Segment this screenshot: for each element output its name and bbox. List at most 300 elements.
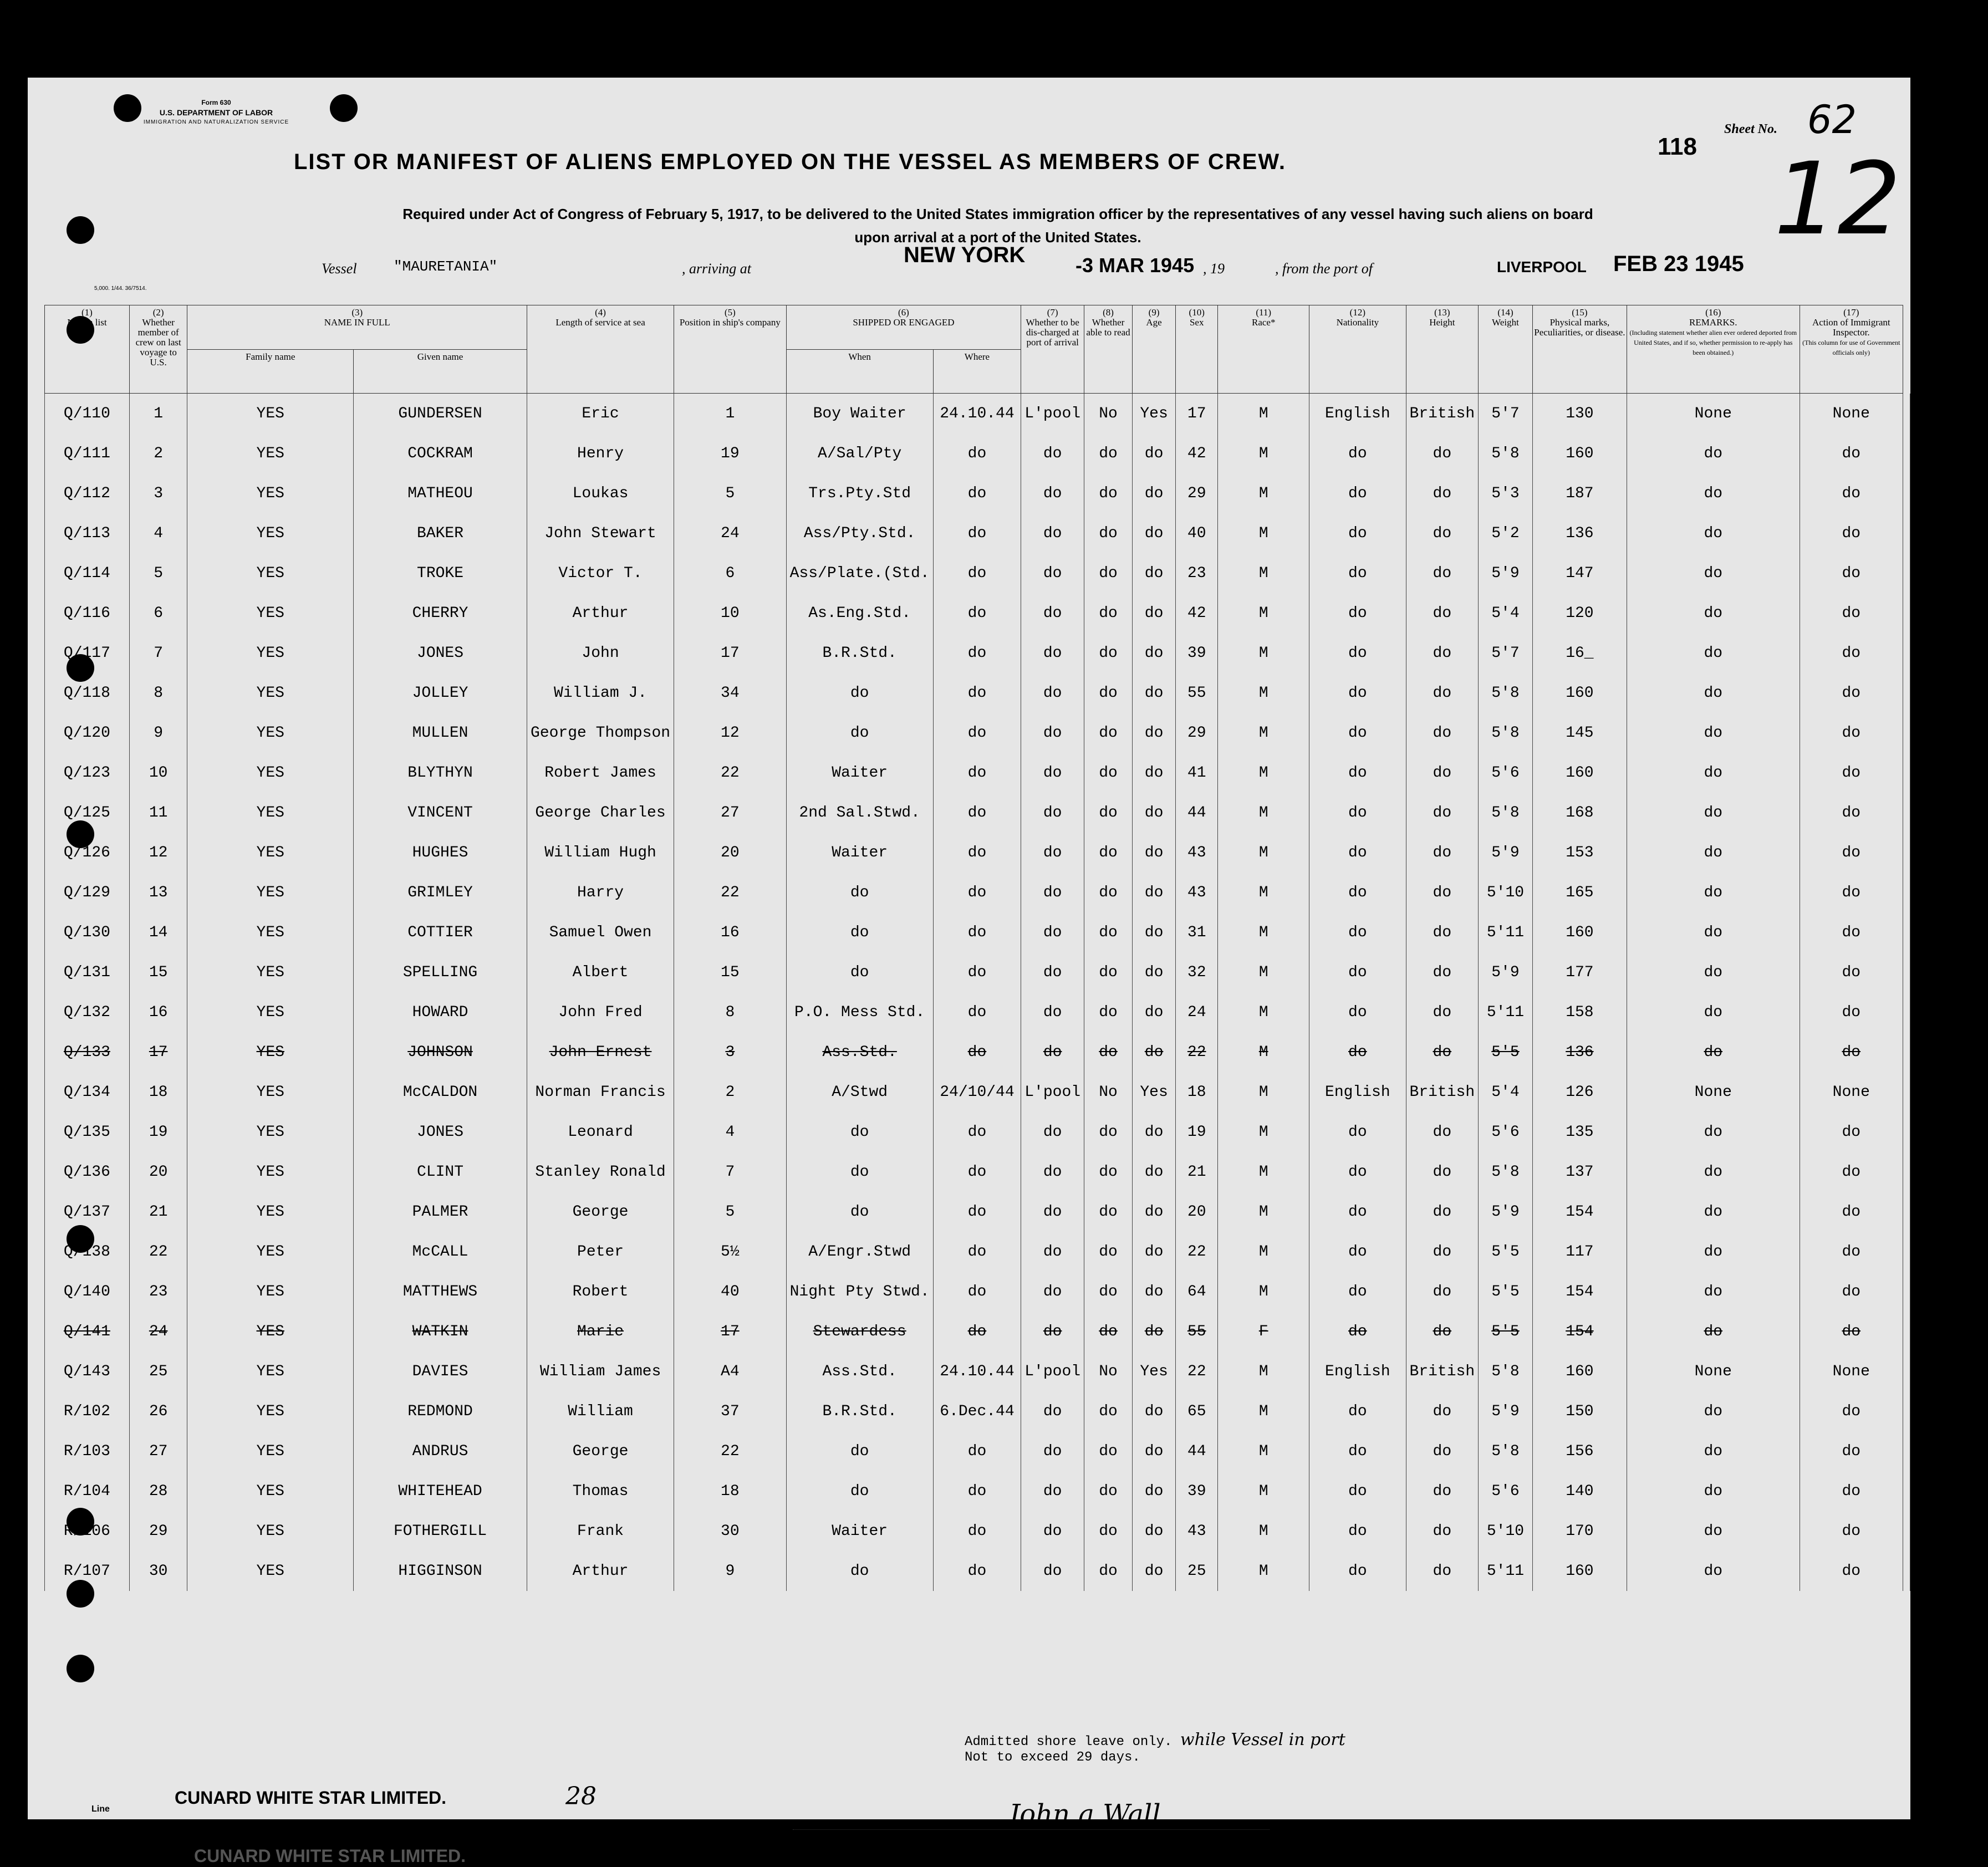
col-nationality-header: (12) Nationality: [1309, 305, 1406, 394]
age-cell: 40: [1176, 513, 1218, 553]
table-row: [45, 1112, 1910, 1152]
inspector-action-cell: [1903, 593, 1910, 633]
shipped-when-cell: do: [933, 753, 1021, 793]
shore-leave-note: [965, 1732, 1345, 1766]
department: U.S. DEPARTMENT OF LABOR: [159, 108, 273, 117]
service-length-cell: 37: [674, 1391, 787, 1431]
departure-date: FEB 23 1945: [1613, 252, 1744, 276]
age-cell: 22: [1176, 1032, 1218, 1072]
service-length-cell: 4: [674, 1112, 787, 1152]
shipped-when-cell: do: [933, 992, 1021, 1032]
shipped-where-cell: do: [1021, 793, 1084, 833]
able-to-read-cell: do: [1133, 1192, 1176, 1232]
race-cell: do: [1309, 713, 1406, 753]
physical-marks-cell: None: [1627, 1351, 1800, 1391]
able-to-read-cell: do: [1133, 473, 1176, 513]
col-sex-header: (10) Sex: [1176, 305, 1218, 394]
shipped-where-cell: do: [1021, 673, 1084, 713]
remarks-cell: do: [1800, 1391, 1903, 1431]
age-cell: 39: [1176, 633, 1218, 673]
discharged-cell: do: [1084, 1511, 1133, 1551]
physical-marks-cell: do: [1627, 473, 1800, 513]
position-cell: Ass.Std.: [786, 1032, 933, 1072]
form-number: Form 630: [201, 99, 231, 106]
discharged-cell: do: [1084, 633, 1133, 673]
inspector-action-cell: [1903, 873, 1910, 912]
weight-cell: 145: [1532, 713, 1627, 753]
nationality-cell: do: [1406, 873, 1479, 912]
height-cell: 5'9: [1479, 553, 1533, 593]
prev-voyage-cell: YES: [187, 912, 354, 952]
col-weight-header: (14) Weight: [1479, 305, 1533, 394]
able-to-read-cell: do: [1133, 513, 1176, 553]
position-cell: do: [786, 1192, 933, 1232]
physical-marks-cell: do: [1627, 633, 1800, 673]
inspector-action-cell: [1903, 1192, 1910, 1232]
given-name-cell: George: [527, 1192, 674, 1232]
list-number-cell: 7: [129, 633, 187, 673]
service-length-cell: 2: [674, 1072, 787, 1112]
sex-cell: M: [1218, 713, 1309, 753]
shipped-where-cell: L'pool: [1021, 394, 1084, 434]
given-name-cell: William James: [527, 1351, 674, 1391]
list-number-cell: 3: [129, 473, 187, 513]
sex-cell: M: [1218, 513, 1309, 553]
discharged-cell: do: [1084, 1312, 1133, 1351]
physical-marks-cell: do: [1627, 1471, 1800, 1511]
shipped-where-cell: do: [1021, 1232, 1084, 1272]
inspector-action-cell: [1903, 793, 1910, 833]
list-number-cell: 14: [129, 912, 187, 952]
from-port: LIVERPOOL: [1497, 258, 1587, 276]
able-to-read-cell: do: [1133, 1232, 1176, 1272]
sex-cell: M: [1218, 394, 1309, 434]
height-cell: 5'8: [1479, 1351, 1533, 1391]
age-cell: 41: [1176, 753, 1218, 793]
inspector-action-cell: [1903, 673, 1910, 713]
shipped-where-cell: do: [1021, 1152, 1084, 1192]
shipped-where-cell: do: [1021, 1032, 1084, 1072]
race-cell: English: [1309, 1351, 1406, 1391]
shipped-when-cell: do: [933, 553, 1021, 593]
table-row: [45, 952, 1910, 992]
service-length-cell: 7: [674, 1152, 787, 1192]
shipped-when-cell: do: [933, 433, 1021, 473]
inspector-action-cell: [1903, 1431, 1910, 1471]
service-length-cell: 34: [674, 673, 787, 713]
prev-voyage-cell: YES: [187, 1272, 354, 1312]
given-name-cell: Victor T.: [527, 553, 674, 593]
inspector-action-cell: [1903, 912, 1910, 952]
prev-voyage-cell: YES: [187, 1232, 354, 1272]
table-row: [45, 753, 1910, 793]
given-name-cell: John Fred: [527, 992, 674, 1032]
prev-voyage-cell: YES: [187, 793, 354, 833]
shipped-when-cell: do: [933, 1312, 1021, 1351]
shipped-where-cell: do: [1021, 753, 1084, 793]
given-name-cell: George Thompson: [527, 713, 674, 753]
sheet-number: 62: [1807, 97, 1857, 142]
ref-number-cell: Q/129: [45, 873, 130, 912]
subtitle-line-2: upon arrival at a port of the United States.: [854, 229, 1141, 246]
ref-number-cell: Q/143: [45, 1351, 130, 1391]
shipped-when-cell: do: [933, 952, 1021, 992]
position-cell: Ass.Std.: [786, 1351, 933, 1391]
prev-voyage-cell: YES: [187, 473, 354, 513]
sex-cell: M: [1218, 1391, 1309, 1431]
discharged-cell: do: [1084, 873, 1133, 912]
given-name-cell: Leonard: [527, 1112, 674, 1152]
shipped-when-cell: do: [933, 1192, 1021, 1232]
remarks-cell: do: [1800, 1272, 1903, 1312]
given-name-cell: Robert: [527, 1272, 674, 1312]
sex-cell: M: [1218, 1112, 1309, 1152]
remarks-cell: do: [1800, 873, 1903, 912]
given-name-cell: William J.: [527, 673, 674, 713]
weight-cell: 187: [1532, 473, 1627, 513]
shipped-when-cell: do: [933, 1471, 1021, 1511]
race-cell: do: [1309, 833, 1406, 873]
ref-number-cell: Q/120: [45, 713, 130, 753]
age-cell: 24: [1176, 992, 1218, 1032]
family-name-cell: CLINT: [354, 1152, 527, 1192]
height-cell: 5'9: [1479, 952, 1533, 992]
list-number-cell: 1: [129, 394, 187, 434]
inspector-action-cell: [1903, 833, 1910, 873]
position-cell: Waiter: [786, 1511, 933, 1551]
nationality-cell: do: [1406, 1431, 1479, 1471]
table-row: [45, 1272, 1910, 1312]
discharged-cell: do: [1084, 433, 1133, 473]
able-to-read-cell: do: [1133, 912, 1176, 952]
weight-cell: 160: [1532, 1351, 1627, 1391]
discharged-cell: do: [1084, 1152, 1133, 1192]
punch-hole: [330, 94, 358, 122]
height-cell: 5'11: [1479, 912, 1533, 952]
discharged-cell: do: [1084, 1391, 1133, 1431]
age-cell: 17: [1176, 394, 1218, 434]
shipped-when-cell: do: [933, 1232, 1021, 1272]
form-info: [136, 98, 297, 127]
vessel-name: "MAURETANIA": [394, 258, 498, 275]
list-number-cell: 13: [129, 873, 187, 912]
position-cell: A/Stwd: [786, 1072, 933, 1112]
table-row: [45, 1192, 1910, 1232]
weight-cell: 170: [1532, 1511, 1627, 1551]
shipped-where-cell: L'pool: [1021, 1072, 1084, 1112]
physical-marks-cell: do: [1627, 992, 1800, 1032]
height-cell: 5'6: [1479, 753, 1533, 793]
prev-voyage-cell: YES: [187, 553, 354, 593]
prev-voyage-cell: YES: [187, 433, 354, 473]
remarks-cell: do: [1800, 793, 1903, 833]
position-cell: Trs.Pty.Std: [786, 473, 933, 513]
physical-marks-cell: do: [1627, 1192, 1800, 1232]
inspector-action-cell: [1903, 1152, 1910, 1192]
inspector-action-cell: [1903, 1272, 1910, 1312]
shore-leave-limit: Not to exceed 29 days.: [965, 1750, 1140, 1765]
family-name-cell: HUGHES: [354, 833, 527, 873]
sex-cell: M: [1218, 952, 1309, 992]
given-name-cell: Peter: [527, 1232, 674, 1272]
physical-marks-cell: do: [1627, 553, 1800, 593]
list-number-cell: 25: [129, 1351, 187, 1391]
weight-cell: 177: [1532, 952, 1627, 992]
family-name-cell: COTTIER: [354, 912, 527, 952]
ref-number-cell: Q/126: [45, 833, 130, 873]
position-cell: do: [786, 912, 933, 952]
height-cell: 5'5: [1479, 1272, 1533, 1312]
race-cell: English: [1309, 1072, 1406, 1112]
list-number-cell: 26: [129, 1391, 187, 1431]
weight-cell: 154: [1532, 1272, 1627, 1312]
service-length-cell: 17: [674, 1312, 787, 1351]
inspector-action-cell: [1903, 1551, 1910, 1591]
table-row: [45, 1431, 1910, 1471]
shipped-where-cell: do: [1021, 1112, 1084, 1152]
table-row: [45, 1351, 1910, 1391]
ref-number-cell: Q/138: [45, 1232, 130, 1272]
list-number-cell: 15: [129, 952, 187, 992]
weight-cell: 135: [1532, 1112, 1627, 1152]
service-length-cell: 5½: [674, 1232, 787, 1272]
able-to-read-cell: do: [1133, 713, 1176, 753]
given-name-cell: Marie: [527, 1312, 674, 1351]
position-cell: Waiter: [786, 833, 933, 873]
sex-cell: M: [1218, 1272, 1309, 1312]
print-code: 5,000. 1/44. 36/7514.: [94, 285, 147, 292]
inspector-action-cell: [1903, 1072, 1910, 1112]
line-stamp: CUNARD WHITE STAR LIMITED.: [175, 1788, 447, 1808]
list-number-cell: 9: [129, 713, 187, 753]
able-to-read-cell: do: [1133, 1511, 1176, 1551]
prev-voyage-cell: YES: [187, 673, 354, 713]
physical-marks-cell: do: [1627, 673, 1800, 713]
able-to-read-cell: do: [1133, 433, 1176, 473]
age-cell: 44: [1176, 1431, 1218, 1471]
ref-number-cell: Q/112: [45, 473, 130, 513]
nationality-cell: do: [1406, 793, 1479, 833]
list-number-cell: 11: [129, 793, 187, 833]
age-cell: 44: [1176, 793, 1218, 833]
position-cell: do: [786, 952, 933, 992]
inspector-action-cell: [1903, 394, 1910, 434]
shipped-where-cell: do: [1021, 633, 1084, 673]
col-marks-header: (15) Physical marks, Peculiarities, or disease.: [1532, 305, 1627, 394]
position-cell: B.R.Std.: [786, 1391, 933, 1431]
ref-number-cell: Q/111: [45, 433, 130, 473]
given-name-cell: Albert: [527, 952, 674, 992]
position-cell: As.Eng.Std.: [786, 593, 933, 633]
shipped-where-cell: do: [1021, 1192, 1084, 1232]
nationality-cell: do: [1406, 912, 1479, 952]
family-name-cell: JOHNSON: [354, 1032, 527, 1072]
ref-number-cell: Q/113: [45, 513, 130, 553]
height-cell: 5'8: [1479, 793, 1533, 833]
given-name-cell: Robert James: [527, 753, 674, 793]
shipped-where-cell: do: [1021, 593, 1084, 633]
signature-line: [793, 1829, 1270, 1830]
position-cell: do: [786, 1471, 933, 1511]
age-cell: 19: [1176, 1112, 1218, 1152]
nationality-cell: do: [1406, 513, 1479, 553]
nationality-cell: do: [1406, 1032, 1479, 1072]
age-cell: 29: [1176, 713, 1218, 753]
year-label: , 19: [1203, 261, 1225, 277]
subtitle: [305, 202, 1691, 249]
ref-number-cell: Q/117: [45, 633, 130, 673]
able-to-read-cell: do: [1133, 873, 1176, 912]
family-name-cell: REDMOND: [354, 1391, 527, 1431]
able-to-read-cell: do: [1133, 1431, 1176, 1471]
position-cell: do: [786, 713, 933, 753]
race-cell: do: [1309, 952, 1406, 992]
position-cell: do: [786, 1152, 933, 1192]
inspector-action-cell: [1903, 952, 1910, 992]
inspector-action-cell: [1903, 1312, 1910, 1351]
physical-marks-cell: do: [1627, 1272, 1800, 1312]
note-fine-2: punishable by a fine of ten dollars for each alien. See other side.: [1383, 1844, 1609, 1853]
col-name-header: (3) NAME IN FULL: [187, 305, 527, 350]
discharged-cell: do: [1084, 992, 1133, 1032]
prev-voyage-cell: YES: [187, 713, 354, 753]
service-length-cell: 3: [674, 1032, 787, 1072]
inspector-action-cell: [1903, 513, 1910, 553]
race-cell: do: [1309, 1511, 1406, 1551]
shipped-when-cell: 24.10.44: [933, 394, 1021, 434]
discharged-cell: do: [1084, 952, 1133, 992]
given-name-cell: George Charles: [527, 793, 674, 833]
weight-cell: 140: [1532, 1471, 1627, 1511]
list-number-cell: 24: [129, 1312, 187, 1351]
table-row: [45, 833, 1910, 873]
able-to-read-cell: do: [1133, 952, 1176, 992]
age-cell: 18: [1176, 1072, 1218, 1112]
prev-voyage-cell: YES: [187, 1152, 354, 1192]
table-row: [45, 992, 1910, 1032]
inspector-action-cell: [1903, 1511, 1910, 1551]
sex-cell: M: [1218, 633, 1309, 673]
nationality-cell: do: [1406, 1551, 1479, 1591]
race-cell: do: [1309, 753, 1406, 793]
list-number-cell: 21: [129, 1192, 187, 1232]
inspector-action-cell: [1903, 633, 1910, 673]
race-cell: English: [1309, 394, 1406, 434]
shipped-where-cell: do: [1021, 513, 1084, 553]
sex-cell: M: [1218, 473, 1309, 513]
weight-cell: 160: [1532, 1551, 1627, 1591]
nationality-cell: do: [1406, 633, 1479, 673]
handwritten-count: 28: [565, 1782, 597, 1810]
age-cell: 22: [1176, 1351, 1218, 1391]
height-cell: 5'8: [1479, 673, 1533, 713]
ref-number-cell: Q/135: [45, 1112, 130, 1152]
list-number-cell: 28: [129, 1471, 187, 1511]
age-cell: 43: [1176, 1511, 1218, 1551]
family-name-cell: McCALL: [354, 1232, 527, 1272]
prev-voyage-cell: YES: [187, 753, 354, 793]
given-name-cell: Thomas: [527, 1471, 674, 1511]
discharged-cell: do: [1084, 1471, 1133, 1511]
height-cell: 5'7: [1479, 394, 1533, 434]
family-name-cell: HIGGINSON: [354, 1551, 527, 1591]
service-length-cell: 24: [674, 513, 787, 553]
list-number-cell: 5: [129, 553, 187, 593]
discharged-cell: do: [1084, 1232, 1133, 1272]
col-shipped-header: (6) SHIPPED OR ENGAGED: [786, 305, 1021, 350]
given-name-cell: William Hugh: [527, 833, 674, 873]
shipped-when-cell: do: [933, 1551, 1021, 1591]
service-length-cell: 10: [674, 593, 787, 633]
service-length-cell: 6: [674, 553, 787, 593]
able-to-read-cell: do: [1133, 1152, 1176, 1192]
race-cell: do: [1309, 1551, 1406, 1591]
table-row: [45, 1511, 1910, 1551]
shipped-when-cell: 24/10/44: [933, 1072, 1021, 1112]
shipped-when-cell: do: [933, 793, 1021, 833]
service-length-cell: 22: [674, 1431, 787, 1471]
service-length-cell: 27: [674, 793, 787, 833]
shipped-where-cell: do: [1021, 1431, 1084, 1471]
shipped-when-cell: do: [933, 1032, 1021, 1072]
shipped-when-cell: do: [933, 873, 1021, 912]
col-family-name-header: Family name: [187, 349, 354, 394]
physical-marks-cell: do: [1627, 1032, 1800, 1072]
prev-voyage-cell: YES: [187, 1551, 354, 1591]
col-discharged-header: (7) Whether to be dis-charged at port of arrival: [1021, 305, 1084, 394]
height-cell: 5'9: [1479, 833, 1533, 873]
shipped-when-cell: do: [933, 912, 1021, 952]
table-row: [45, 1312, 1910, 1351]
table-row: [45, 513, 1910, 553]
race-cell: do: [1309, 473, 1406, 513]
nationality-cell: do: [1406, 1312, 1479, 1351]
able-to-read-cell: do: [1133, 633, 1176, 673]
weight-cell: 154: [1532, 1192, 1627, 1232]
inspector-action-cell: [1903, 1232, 1910, 1272]
given-name-cell: George: [527, 1431, 674, 1471]
shipped-where-cell: do: [1021, 1471, 1084, 1511]
able-to-read-cell: do: [1133, 593, 1176, 633]
discharged-cell: do: [1084, 713, 1133, 753]
crew-manifest-table: [44, 305, 1910, 1591]
inspector-action-cell: [1903, 473, 1910, 513]
prev-voyage-cell: YES: [187, 513, 354, 553]
shipped-when-cell: do: [933, 833, 1021, 873]
age-cell: 23: [1176, 553, 1218, 593]
family-name-cell: VINCENT: [354, 793, 527, 833]
inspector-action-cell: [1903, 1391, 1910, 1431]
able-to-read-cell: do: [1133, 992, 1176, 1032]
height-cell: 5'4: [1479, 1072, 1533, 1112]
list-number-cell: 27: [129, 1431, 187, 1471]
family-name-cell: GUNDERSEN: [354, 394, 527, 434]
table-row: [45, 433, 1910, 473]
weight-cell: 137: [1532, 1152, 1627, 1192]
nationality-cell: British: [1406, 1072, 1479, 1112]
height-cell: 5'5: [1479, 1232, 1533, 1272]
nationality-cell: do: [1406, 992, 1479, 1032]
weight-cell: 117: [1532, 1232, 1627, 1272]
ref-number-cell: Q/110: [45, 394, 130, 434]
from-label: , from the port of: [1275, 261, 1373, 277]
discharged-cell: do: [1084, 1431, 1133, 1471]
shipped-when-cell: do: [933, 593, 1021, 633]
ref-number-cell: R/106: [45, 1511, 130, 1551]
position-cell: Stewardess: [786, 1312, 933, 1351]
shipped-where-cell: do: [1021, 1551, 1084, 1591]
weight-cell: 16_: [1532, 633, 1627, 673]
